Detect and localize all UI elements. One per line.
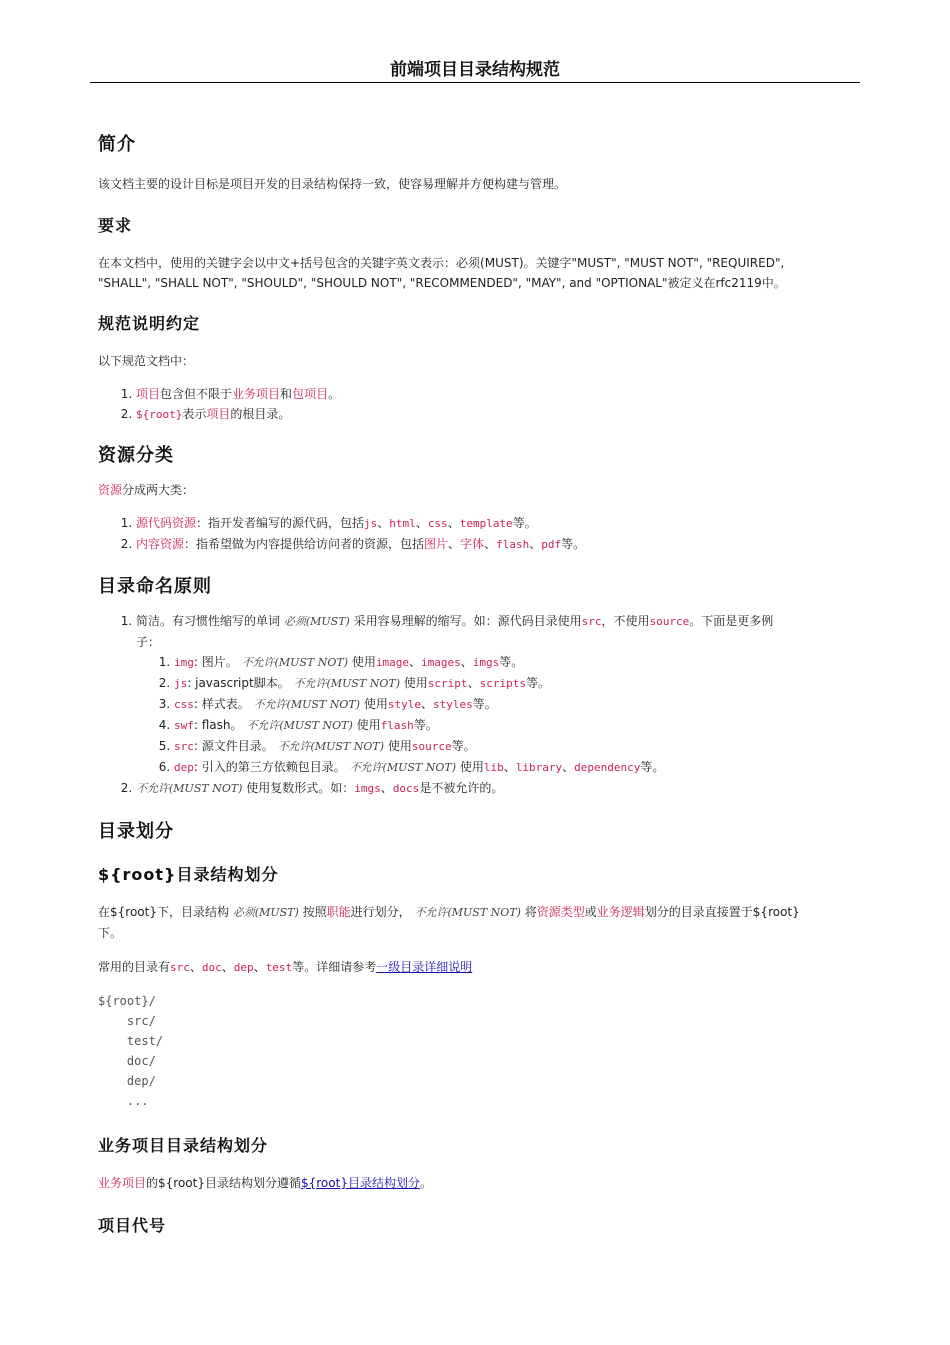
tree-line: test/	[98, 1034, 164, 1048]
tree-line: ...	[98, 1094, 149, 1108]
directory-tree	[98, 991, 838, 1111]
requirements-line-1: 在本文档中，使用的关键字会以中文+括号包含的关键字英文表示：必须(MUST)。关键字"MUST", "MUST NOT", "REQUIRED",	[98, 256, 785, 270]
list-item: 2. 内容资源：指希望做为内容提供给访问者的资源，包括图片、字体、flash、pdf等。	[136, 534, 838, 555]
heading-root-structure: ${root}目录结构划分	[98, 865, 279, 884]
list-item: 2. 不允许(MUST NOT) 使用复数形式。如：imgs、docs是不被允许的。	[136, 778, 838, 799]
heading-requirements: 要求	[98, 216, 133, 235]
tree-line: dep/	[98, 1074, 156, 1088]
conventions-list	[98, 384, 838, 425]
naming-list	[98, 611, 838, 799]
list-item: 1. 简洁。有习惯性缩写的单词 必须(MUST) 采用容易理解的缩写。如：源代码目录使用src，不使用source。下面是更多例 子： 1. img: 图片。 不允许(MUST NOT) 使用image、images、imgs等。 2. js: javascript脚本。 不允许(MUST NOT) 使用script、scripts等。 3. css: 样式表。 不允许(MUST NOT) 使用style、styles等。 4. swf: flash。 不允许(MUST NOT) 使用flash等。 5. src: 源文件目录。 不允许(MUST NOT) 使用source等。 6. dep: 引入的第三方依赖包目录。 不允许(MUST NOT) 使用lib、library、dependency等。	[136, 611, 838, 778]
tree-line: doc/	[98, 1054, 156, 1068]
heading-conventions: 规范说明约定	[98, 314, 201, 333]
list-item: 1. img: 图片。 不允许(MUST NOT) 使用image、images、imgs等。	[174, 652, 838, 673]
tree-line: ${root}/	[98, 994, 156, 1008]
conventions-intro: 以下规范文档中：	[98, 354, 195, 368]
biz-paragraph: 业务项目的${root}目录结构划分遵循${root}目录结构划分。	[98, 1176, 432, 1190]
root-paragraph-2: 常用的目录有src、doc、dep、test等。详细请参考一级目录详细说明	[98, 960, 473, 974]
heading-project-code: 项目代号	[98, 1216, 167, 1235]
page-header: 前端项目目录结构规范	[90, 58, 860, 83]
list-item: 2. js: javascript脚本。 不允许(MUST NOT) 使用script、scripts等。	[174, 673, 838, 694]
requirements-line-2: "SHALL", "SHALL NOT", "SHOULD", "SHOULD NOT", "RECOMMENDED", "MAY", and "OPTIONAL"被定义在rfc2119中。	[98, 276, 786, 290]
list-item: 5. src: 源文件目录。 不允许(MUST NOT) 使用source等。	[174, 736, 838, 757]
first-level-dir-link[interactable]: 一级目录详细说明	[376, 960, 473, 974]
heading-intro: 简介	[98, 134, 136, 155]
list-item: 1. 项目包含但不限于业务项目和包项目。	[136, 384, 838, 404]
tree-line: src/	[98, 1014, 156, 1028]
naming-sublist	[136, 652, 838, 778]
root-paragraph-1: 在${root}下，目录结构 必须(MUST) 按照职能进行划分， 不允许(MUST NOT) 将资源类型或业务逻辑划分的目录直接置于${root} 下。	[98, 905, 800, 940]
document-body	[98, 130, 838, 1236]
heading-biz-structure: 业务项目目录结构划分	[98, 1136, 269, 1155]
resources-intro: 资源分成两大类：	[98, 483, 195, 497]
list-item: 6. dep: 引入的第三方依赖包目录。 不允许(MUST NOT) 使用lib、library、dependency等。	[174, 757, 838, 778]
heading-resources: 资源分类	[98, 445, 174, 466]
heading-naming: 目录命名原则	[98, 576, 212, 597]
list-item: 3. css: 样式表。 不允许(MUST NOT) 使用style、styles等。	[174, 694, 838, 715]
list-item: 1. 源代码资源：指开发者编写的源代码，包括js、html、css、template等。	[136, 513, 838, 534]
heading-directories: 目录划分	[98, 821, 174, 842]
intro-text: 该文档主要的设计目标是项目开发的目录结构保持一致，使容易理解并方便构建与管理。	[98, 177, 567, 191]
resources-list	[98, 513, 838, 555]
list-item: 2. ${root}表示项目的根目录。	[136, 404, 838, 425]
list-item: 4. swf: flash。 不允许(MUST NOT) 使用flash等。	[174, 715, 838, 736]
root-structure-link[interactable]: ${root}目录结构划分	[300, 1176, 420, 1190]
